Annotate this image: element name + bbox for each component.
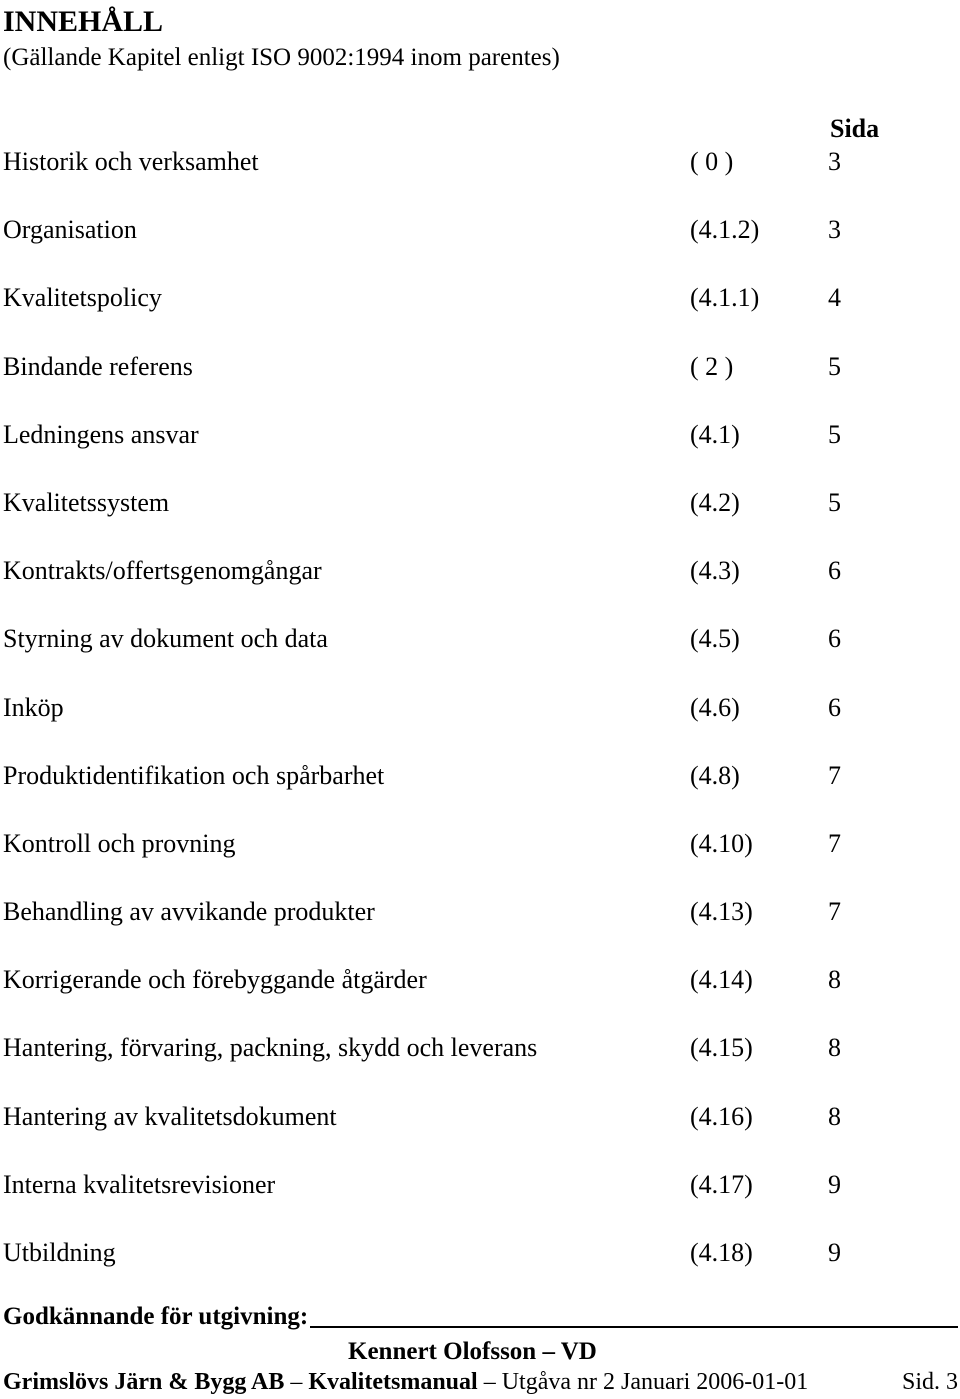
toc-iso-ref: ( 0 ) — [690, 147, 734, 176]
toc-page-number: 7 — [828, 760, 841, 790]
toc-page-number: 3 — [828, 215, 841, 245]
toc-title: Organisation — [3, 215, 137, 245]
toc-row — [0, 1231, 960, 1299]
toc-page-number: 6 — [828, 692, 841, 722]
toc-iso-ref: (4.16) — [690, 1101, 753, 1131]
footer-separator: – — [284, 1369, 309, 1395]
toc-row — [0, 686, 960, 754]
toc-iso-ref: (4.5) — [690, 624, 740, 654]
toc-row — [0, 549, 960, 617]
toc-page-number: 7 — [828, 828, 841, 858]
toc-iso-ref: (4.15) — [690, 1033, 753, 1063]
toc-iso-ref: (4.14) — [690, 965, 753, 995]
toc-iso-ref: ( 2 ) — [690, 351, 734, 381]
toc-row — [0, 1026, 960, 1094]
toc-row — [0, 1095, 960, 1163]
toc-iso-ref: (4.2) — [690, 487, 740, 517]
toc-title: Historik och verksamhet — [3, 147, 259, 176]
approval-label: Godkännande för utgivning: — [3, 1303, 309, 1330]
toc-iso-ref: (4.10) — [690, 828, 753, 858]
toc-title: Kontroll och provning — [3, 828, 236, 858]
toc-row — [0, 140, 960, 208]
toc-page-number: 9 — [828, 1238, 841, 1267]
footer-separator: – — [477, 1369, 502, 1395]
toc-iso-ref: (4.17) — [690, 1169, 753, 1199]
toc-page-number: 7 — [828, 897, 841, 927]
toc-iso-ref: (4.8) — [690, 760, 740, 790]
toc-iso-ref: (4.18) — [690, 1238, 753, 1267]
toc-title: Kontrakts/offertsgenomgångar — [3, 556, 322, 586]
signer-name: Kennert Olofsson – VD — [348, 1338, 597, 1365]
toc-page-number: 8 — [828, 965, 841, 995]
toc-iso-ref: (4.1.1) — [690, 283, 760, 313]
toc-page-number: 5 — [828, 419, 841, 449]
toc-row — [0, 413, 960, 481]
toc-page-number: 4 — [828, 283, 841, 313]
signature-underline — [310, 1300, 958, 1328]
toc-page-number: 3 — [828, 147, 841, 176]
toc-title: Kvalitetssystem — [3, 487, 170, 517]
toc-title: Bindande referens — [3, 351, 193, 381]
toc-row — [0, 481, 960, 549]
footer-left — [3, 1366, 808, 1398]
approval-line — [3, 1299, 958, 1335]
footer-manual-title: Kvalitetsmanual — [308, 1369, 478, 1395]
toc-title: Produktidentifikation och spårbarhet — [3, 760, 385, 790]
footer-edition: Utgåva nr 2 Januari 2006-01-01 — [501, 1369, 809, 1395]
toc-title: Korrigerande och förebyggande åtgärder — [3, 965, 427, 995]
toc-title: Styrning av dokument och data — [3, 624, 328, 654]
toc-row — [0, 208, 960, 276]
toc-title: Kvalitetspolicy — [3, 283, 162, 313]
toc-iso-ref: (4.1.2) — [690, 215, 760, 245]
toc-iso-ref: (4.13) — [690, 897, 753, 927]
page-column-header: Sida — [830, 114, 880, 143]
toc-row — [0, 890, 960, 958]
toc-row — [0, 617, 960, 685]
toc-iso-ref: (4.1) — [690, 419, 740, 449]
toc-page-number: 6 — [828, 556, 841, 586]
toc-row — [0, 345, 960, 413]
toc-row — [0, 958, 960, 1026]
toc-row — [0, 754, 960, 822]
toc-row — [0, 822, 960, 890]
toc-title: Hantering av kvalitetsdokument — [3, 1101, 337, 1131]
toc-iso-ref: (4.6) — [690, 692, 740, 722]
toc-page-number: 5 — [828, 351, 841, 381]
page-title: INNEHÅLL — [3, 5, 164, 38]
toc-title: Hantering, förvaring, packning, skydd och leverans — [3, 1033, 538, 1063]
toc-page-number: 5 — [828, 487, 841, 517]
page-footer — [3, 1366, 958, 1398]
toc-page-number: 8 — [828, 1101, 841, 1131]
footer-company: Grimslövs Järn & Bygg AB — [3, 1369, 285, 1395]
toc-page-number: 6 — [828, 624, 841, 654]
toc-title: Inköp — [3, 692, 64, 722]
toc-row — [0, 1163, 960, 1231]
toc-row — [0, 276, 960, 344]
footer-page-number: Sid. 3 — [901, 1369, 958, 1395]
toc-title: Ledningens ansvar — [3, 419, 199, 449]
toc-page-number: 8 — [828, 1033, 841, 1063]
toc-iso-ref: (4.3) — [690, 556, 740, 586]
toc-page-number: 9 — [828, 1169, 841, 1199]
table-of-contents — [0, 140, 960, 1299]
toc-title: Utbildning — [3, 1238, 116, 1267]
toc-title: Behandling av avvikande produkter — [3, 897, 375, 927]
toc-title: Interna kvalitetsrevisioner — [3, 1169, 276, 1199]
page-subtitle: (Gällande Kapitel enligt ISO 9002:1994 inom parentes) — [3, 44, 560, 71]
